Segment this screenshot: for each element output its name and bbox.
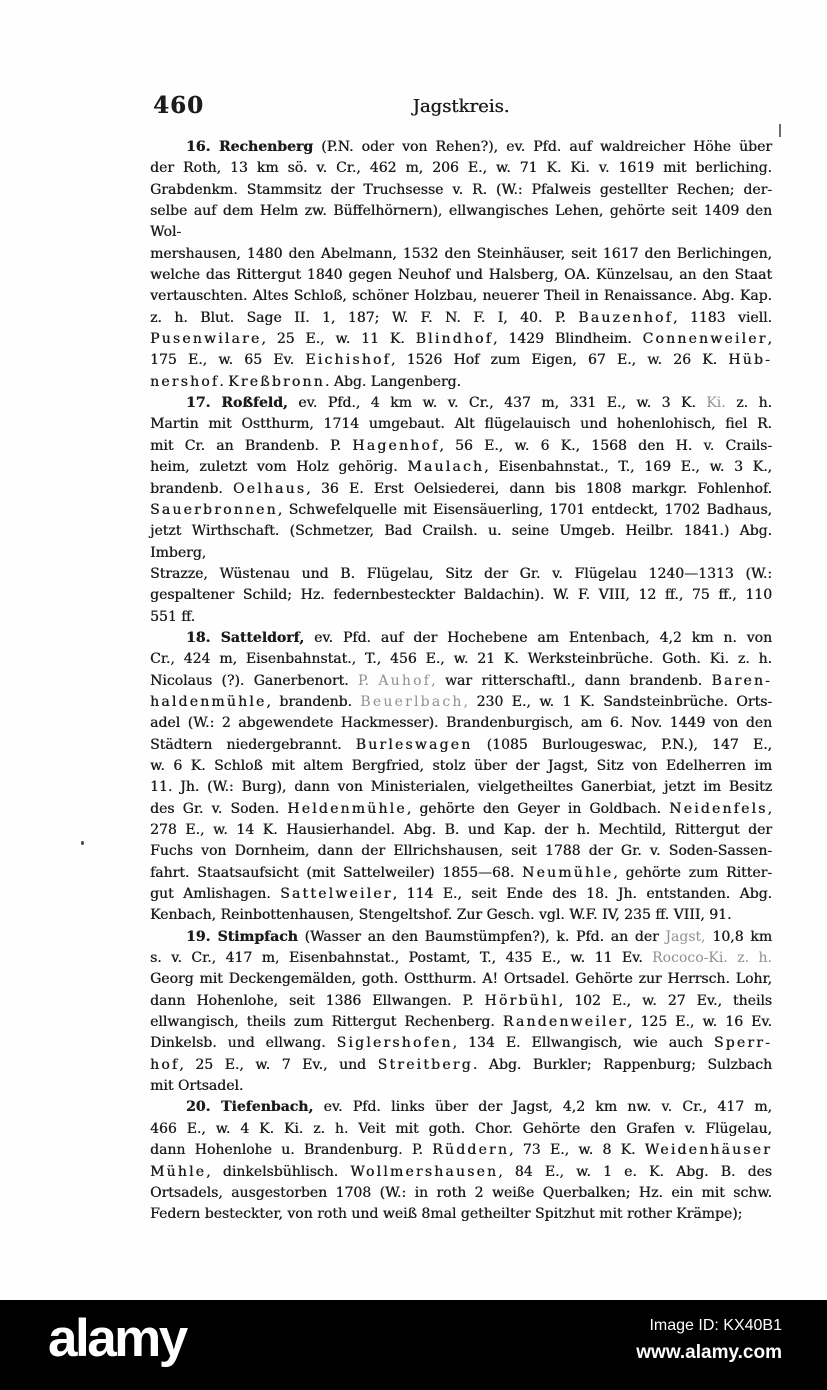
- text-line: 18. Satteldorf, ev. Pfd. auf der Hochebene am Entenbach, 4,2 km n. von: [186, 629, 772, 646]
- text-line: 551 ff.: [150, 608, 196, 625]
- text-line: Städtern niedergebrannt. Burleswagen (1085 Burlougeswac, P.N.), 147 E.,: [150, 736, 773, 753]
- text-line: selbe auf dem Helm zw. Büffelhörnern), ellwangisches Lehen, gehörte seit 1409 den Wol-: [150, 203, 772, 241]
- page-edge-mark: [779, 124, 781, 137]
- text-line: brandenb. Oelhaus, 36 E. Erst Oelsiederei, dann bis 1808 markgr. Fohlenhof.: [150, 480, 772, 497]
- text-line: z. h. Blut. Sage II. 1, 187; W. F. N. F. I, 40. P. Bauzenhof, 1183 viell.: [150, 309, 772, 326]
- text-line: Fuchs von Dornheim, dann der Ellrichshausen, seit 1788 der Gr. v. Soden-Sassen-: [150, 843, 772, 860]
- running-title: Jagstkreis.: [412, 96, 510, 117]
- text-line: vertauschten. Altes Schloß, schöner Holzbau, neuerer Theil in Renaissance. Abg. Kap.: [150, 288, 772, 305]
- text-line: Dinkelsb. und ellwang. Siglershofen, 134 E. Ellwangisch, wie auch Sperr-: [150, 1035, 772, 1052]
- paragraph: [150, 393, 772, 628]
- text-line: ellwangisch, theils zum Rittergut Rechenberg. Randenweiler, 125 E., w. 16 Ev.: [150, 1014, 772, 1031]
- text-line: Cr., 424 m, Eisenbahnstat., T., 456 E., w. 21 K. Werksteinbrüche. Goth. Ki. z. h.: [150, 651, 772, 668]
- alamy-logo: alamy: [48, 1309, 186, 1368]
- image-id-label: Image ID: KX40B1: [649, 1317, 782, 1334]
- text-line: Strazze, Wüstenau und B. Flügelau, Sitz der Gr. v. Flügelau 1240—1313 (W.:: [150, 565, 772, 582]
- text-line: Mühle, dinkelsbühlisch. Wollmershausen, 84 E., w. 1 e. K. Abg. B. des: [150, 1163, 772, 1180]
- text-line: heim, zuletzt vom Holz gehörig. Maulach, Eisenbahnstat., T., 169 E., w. 3 K.,: [150, 459, 772, 476]
- text-line: jetzt Wirthschaft. (Schmetzer, Bad Crailsh. u. seine Umgeb. Heilbr. 1841.) Abg. Imberg,: [150, 523, 772, 561]
- paragraph: [150, 1097, 772, 1225]
- text-line: dann Hohenlohe u. Brandenburg. P. Rüddern, 73 E., w. 8 K. Weidenhäuser: [150, 1142, 772, 1159]
- alamy-url: www.alamy.com: [636, 1342, 782, 1363]
- text-line: welche das Rittergut 1840 gegen Neuhof und Halsberg, OA. Künzelsau, an den Staat: [150, 267, 772, 284]
- paragraph: [150, 628, 772, 927]
- text-line: mershausen, 1480 den Abelmann, 1532 den Steinhäuser, seit 1617 den Berlichingen,: [150, 245, 772, 262]
- text-line: Pusenwilare, 25 E., w. 11 K. Blindhof, 1429 Blindheim. Connenweiler,: [150, 331, 772, 348]
- text-line: 466 E., w. 4 K. Ki. z. h. Veit mit goth. Chor. Gehörte den Grafen v. Flügelau,: [150, 1120, 772, 1137]
- text-line: 278 E., w. 14 K. Hausierhandel. Abg. B. und Kap. der h. Mechtild, Rittergut der: [150, 822, 772, 838]
- text-line: Kenbach, Reinbottenhausen, Stengeltshof. Zur Gesch. vgl. W.F. IV, 235 ff. VIII, 91.: [150, 907, 732, 924]
- text-line: nershof. Kreßbronn. Abg. Langenberg.: [150, 373, 461, 390]
- text-line: Grabdenkm. Stammsitz der Truchsesse v. R. (W.: Pfalweis gestellter Rechen; der-: [150, 181, 772, 198]
- text-line: mit Cr. an Brandenb. P. Hagenhof, 56 E., w. 6 K., 1568 den H. v. Crails-: [150, 437, 772, 454]
- text-line: mit Ortsadel.: [150, 1078, 244, 1095]
- text-line: dann Hohenlohe, seit 1386 Ellwangen. P. Hörbühl, 102 E., w. 27 Ev., theils: [150, 992, 772, 1009]
- watermark-footer-bar: [0, 1300, 827, 1390]
- ink-speck: [81, 841, 84, 845]
- text-line: 11. Jh. (W.: Burg), dann von Ministerialen, vielgetheiltes Ganerbiat, jetzt im Besitz: [150, 779, 772, 796]
- image-meta: [636, 1317, 782, 1364]
- text-line: fahrt. Staatsaufsicht (mit Sattelweiler) 1855—68. Neumühle, gehörte zum Ritter-: [150, 864, 773, 881]
- text-line: 20. Tiefenbach, ev. Pfd. links über der Jagst, 4,2 km nw. v. Cr., 417 m,: [186, 1099, 773, 1116]
- text-line: hof, 25 E., w. 7 Ev., und Streitberg. Abg. Burkler; Rappenburg; Sulzbach: [150, 1056, 772, 1073]
- text-line: der Roth, 13 km sö. v. Cr., 462 m, 206 E., w. 71 K. Ki. v. 1619 mit berliching.: [150, 160, 772, 177]
- text-line: w. 6 K. Schloß mit altem Bergfried, stolz über der Jagst, Sitz von Edelherren im: [150, 757, 772, 774]
- text-line: Sauerbronnen, Schwefelquelle mit Eisensäuerling, 1701 entdeckt, 1702 Badhaus,: [150, 501, 772, 518]
- text-line: s. v. Cr., 417 m, Eisenbahnstat., Postamt, T., 435 E., w. 11 Ev. Rococo-Ki. z. h.: [150, 950, 772, 967]
- text-line: 19. Stimpfach (Wasser an den Baumstümpfen?), k. Pfd. an der Jagst, 10,8 km: [186, 928, 773, 945]
- text-line: 17. Roßfeld, ev. Pfd., 4 km w. v. Cr., 437 m, 331 E., w. 3 K. Ki. z. h.: [186, 395, 772, 412]
- text-line: Nicolaus (?). Ganerbenort. P. Auhof, war ritterschaftl., dann brandenb. Baren-: [150, 672, 772, 689]
- text-line: des Gr. v. Soden. Heldenmühle, gehörte den Geyer in Goldbach. Neidenfels,: [150, 800, 773, 817]
- text-line: gespaltener Schild; Hz. federnbesteckter Baldachin). W. F. VIII, 12 ff., 75 ff., 110: [150, 587, 772, 604]
- text-block: [150, 137, 772, 1226]
- text-line: Federn besteckter, von roth und weiß 8mal getheilter Spitzhut mit rother Krämpe);: [150, 1206, 743, 1223]
- text-line: Georg mit Deckengemälden, goth. Ostthurm. A! Ortsadel. Gehörte zur Herrsch. Lohr,: [150, 971, 772, 988]
- text-line: adel (W.: 2 abgewendete Hackmesser). Brandenburgisch, am 6. Nov. 1449 von den: [150, 715, 772, 732]
- text-line: gut Amlishagen. Sattelweiler, 114 E., seit Ende des 18. Jh. entstanden. Abg.: [150, 886, 773, 903]
- page-number: 460: [153, 92, 205, 119]
- text-line: Ortsadels, ausgestorben 1708 (W.: in roth 2 weiße Querbalken; Hz. ein mit schw.: [150, 1184, 772, 1201]
- paragraph: [150, 927, 772, 1098]
- paragraph: [150, 137, 772, 393]
- text-line: haldenmühle, brandenb. Beuerlbach, 230 E., w. 1 K. Sandsteinbrüche. Orts-: [150, 693, 773, 710]
- text-line: 16. Rechenberg (P.N. oder von Rehen?), ev. Pfd. auf waldreicher Höhe über: [186, 139, 772, 155]
- text-line: Martin mit Ostthurm, 1714 umgebaut. Alt flügelauisch und hohenlohisch, fiel R.: [150, 416, 772, 433]
- text-line: 175 E., w. 65 Ev. Eichishof, 1526 Hof zum Eigen, 67 E., w. 26 K. Hüb-: [150, 352, 772, 369]
